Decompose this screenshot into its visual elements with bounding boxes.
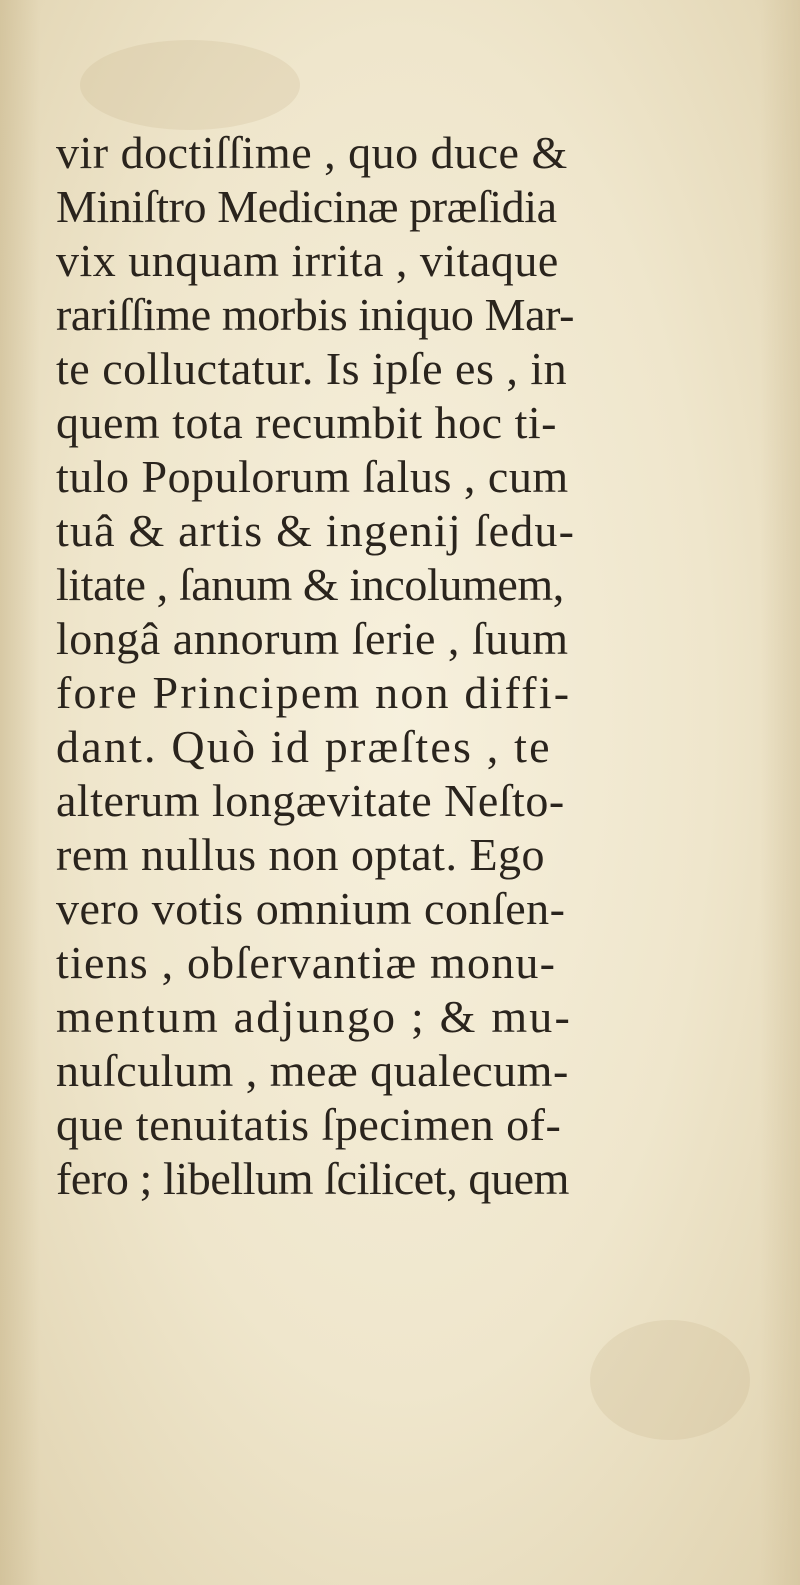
text-line: tuâ & artis & ingenij ſedu-	[56, 505, 576, 556]
text-line: vero votis omnium conſen-	[56, 883, 566, 934]
text-line: te colluctatur. Is ipſe es , in	[56, 343, 568, 394]
text-line: que tenuitatis ſpecimen of-	[56, 1099, 562, 1150]
text-line: nuſculum , meæ qualecum-	[56, 1045, 569, 1096]
text-line: vir doctiſſime , quo duce &	[56, 127, 568, 178]
text-line: tulo Populorum ſalus , cum	[56, 451, 569, 502]
text-line: rem nullus non optat. Ego	[56, 829, 546, 880]
text-line: Miniſtro Medicinæ præſidia	[56, 181, 557, 232]
paper-stain	[80, 40, 300, 130]
text-line: tiens , obſervantiæ monu-	[56, 937, 557, 988]
text-line: rariſſime morbis iniquo Mar-	[56, 289, 575, 340]
text-line: quem tota recumbit hoc ti-	[56, 397, 557, 448]
text-line: longâ annorum ſerie , ſuum	[56, 613, 569, 664]
text-line: vix unquam irrita , vitaque	[56, 235, 559, 286]
text-line: fero ; libellum ſcilicet, quem	[56, 1153, 570, 1204]
text-line: alterum longævitate Neſto-	[56, 775, 565, 826]
paper-stain	[590, 1320, 750, 1440]
page-right-edge-shading	[760, 0, 800, 1585]
body-text	[56, 126, 676, 1206]
page-left-edge-shading	[0, 0, 40, 1585]
text-line: litate , ſanum & incolumem,	[56, 559, 564, 610]
text-line: fore Principem non diffi-	[56, 667, 572, 718]
text-line: dant. Quò id præſtes , te	[56, 721, 552, 772]
text-line: mentum adjungo ; & mu-	[56, 991, 573, 1042]
